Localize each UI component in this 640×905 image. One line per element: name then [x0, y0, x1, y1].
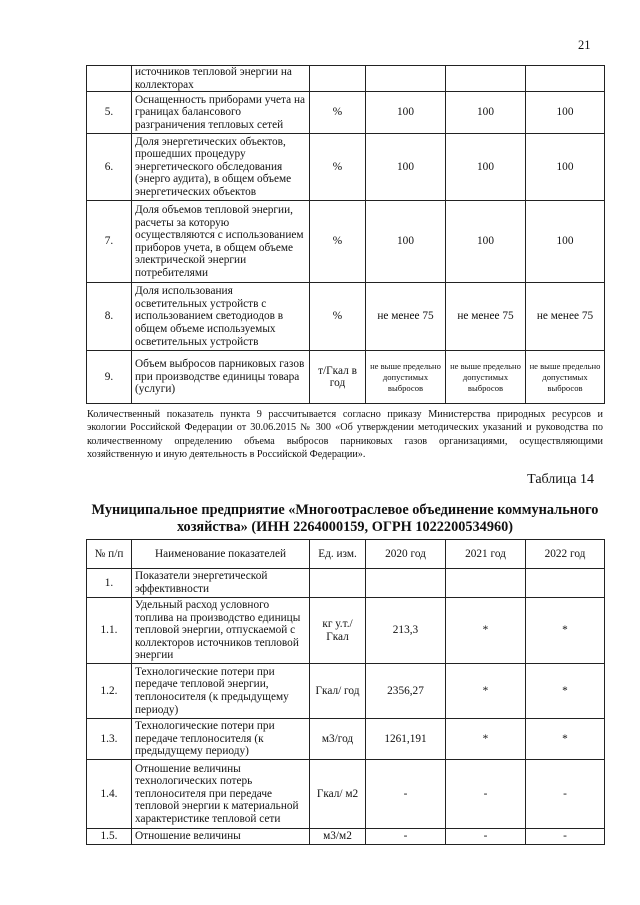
unit-cell [310, 66, 366, 92]
indicator-name: Доля объемов тепловой энергии, расчеты за которую осуществляются с использованием приборов учета, в общем объеме электрической энергии потребителями [132, 201, 310, 283]
row-number: 1.4. [87, 760, 132, 829]
value-2020: - [366, 829, 446, 845]
table-row [87, 66, 605, 92]
table-row [87, 664, 605, 719]
value-2020 [366, 569, 446, 598]
value-2020: 213,3 [366, 598, 446, 664]
unit-cell [310, 569, 366, 598]
indicator-name: Показатели энергетической эффективности [132, 569, 310, 598]
indicator-name: Доля энергетических объектов, прошедших процедуру энергетического обследования (энерго аудита), в общем объеме энергетических объектов [132, 134, 310, 201]
page-number: 21 [578, 38, 591, 52]
indicator-name: Доля использования осветительных устройств с использованием светодиодов в общем объеме используемых осветительных устройств [132, 283, 310, 351]
value-2022: не выше предельно допустимых выбросов [526, 351, 605, 404]
value-2020: - [366, 760, 446, 829]
value-2020: 100 [366, 201, 446, 283]
table-row [87, 201, 605, 283]
table-header-row [87, 540, 605, 569]
value-2022: - [526, 760, 605, 829]
value-2020: 100 [366, 92, 446, 134]
value-2020: не менее 75 [366, 283, 446, 351]
unit-cell: т/Гкал в год [310, 351, 366, 404]
header-unit: Ед. изм. [310, 540, 366, 569]
unit-cell: м3/год [310, 719, 366, 760]
value-2021: - [446, 829, 526, 845]
row-number: 8. [87, 283, 132, 351]
value-2021 [446, 569, 526, 598]
value-2022: не менее 75 [526, 283, 605, 351]
value-2020: 100 [366, 134, 446, 201]
row-number: 6. [87, 134, 132, 201]
value-2021: не менее 75 [446, 283, 526, 351]
row-number: 7. [87, 201, 132, 283]
value-2022 [526, 66, 605, 92]
value-2022: * [526, 719, 605, 760]
indicators-table-14 [86, 539, 605, 845]
header-name: Наименование показателей [132, 540, 310, 569]
row-number: 1.2. [87, 664, 132, 719]
table-row [87, 760, 605, 829]
value-2021: - [446, 760, 526, 829]
footnote: Количественный показатель пункта 9 рассчитывается согласно приказу Министерства природных ресурсов и экологии Российской Федерации от 30.06.2015 № 300 «Об утверждении методических указаний и руководства по количественному определению объема выбросов парниковых газов организациями, осуществляющими хозяйственную и иную деятельность в Российской Федерации». [87, 409, 603, 461]
unit-cell: % [310, 92, 366, 134]
organization-title: Муниципальное предприятие «Многоотраслевое объединение коммунального хозяйства» (ИНН 2264000159, ОГРН 1022200534960) [91, 502, 599, 535]
value-2022: - [526, 829, 605, 845]
unit-cell: % [310, 201, 366, 283]
value-2020: не выше предельно допустимых выбросов [366, 351, 446, 404]
indicator-name: Отношение величины [132, 829, 310, 845]
value-2021 [446, 66, 526, 92]
value-2021: * [446, 719, 526, 760]
unit-cell: Гкал/ м2 [310, 760, 366, 829]
indicator-name: Удельный расход условного топлива на производство единицы тепловой энергии, отпускаемой с коллекторов источников тепловой энергии [132, 598, 310, 664]
value-2021: 100 [446, 134, 526, 201]
table-row [87, 134, 605, 201]
value-2021: * [446, 664, 526, 719]
row-number: 5. [87, 92, 132, 134]
row-number: 9. [87, 351, 132, 404]
unit-cell: Гкал/ год [310, 664, 366, 719]
row-number [87, 66, 132, 92]
header-2020: 2020 год [366, 540, 446, 569]
header-2021: 2021 год [446, 540, 526, 569]
header-2022: 2022 год [526, 540, 605, 569]
indicator-name: Технологические потери при передаче тепловой энергии, теплоносителя (к предыдущему периоду) [132, 664, 310, 719]
row-number: 1.1. [87, 598, 132, 664]
value-2020: 2356,27 [366, 664, 446, 719]
table-row [87, 351, 605, 404]
table-row [87, 829, 605, 845]
indicator-name: Оснащенность приборами учета на границах балансового разграничения тепловых сетей [132, 92, 310, 134]
value-2022: * [526, 664, 605, 719]
table-row [87, 719, 605, 760]
value-2021: 100 [446, 92, 526, 134]
value-2020 [366, 66, 446, 92]
header-num: № п/п [87, 540, 132, 569]
unit-cell: кг у.т./ Гкал [310, 598, 366, 664]
indicators-table-continued [86, 65, 605, 404]
value-2022: 100 [526, 92, 605, 134]
value-2022 [526, 569, 605, 598]
value-2022: 100 [526, 201, 605, 283]
value-2020: 1261,191 [366, 719, 446, 760]
value-2021: не выше предельно допустимых выбросов [446, 351, 526, 404]
row-number: 1.5. [87, 829, 132, 845]
indicator-name: Объем выбросов парниковых газов при производстве единицы товара (услуги) [132, 351, 310, 404]
unit-cell: % [310, 134, 366, 201]
unit-cell: м3/м2 [310, 829, 366, 845]
table-row [87, 283, 605, 351]
value-2021: * [446, 598, 526, 664]
table-row [87, 569, 605, 598]
table-row [87, 598, 605, 664]
row-number: 1. [87, 569, 132, 598]
value-2022: * [526, 598, 605, 664]
value-2021: 100 [446, 201, 526, 283]
indicator-name: источников тепловой энергии на коллекторах [132, 66, 310, 92]
value-2022: 100 [526, 134, 605, 201]
unit-cell: % [310, 283, 366, 351]
row-number: 1.3. [87, 719, 132, 760]
table-label: Таблица 14 [527, 472, 594, 487]
indicator-name: Отношение величины технологических потерь теплоносителя при передаче тепловой энергии к материальной характеристике тепловой сети [132, 760, 310, 829]
table-row [87, 92, 605, 134]
indicator-name: Технологические потери при передаче теплоносителя (к предыдущему периоду) [132, 719, 310, 760]
